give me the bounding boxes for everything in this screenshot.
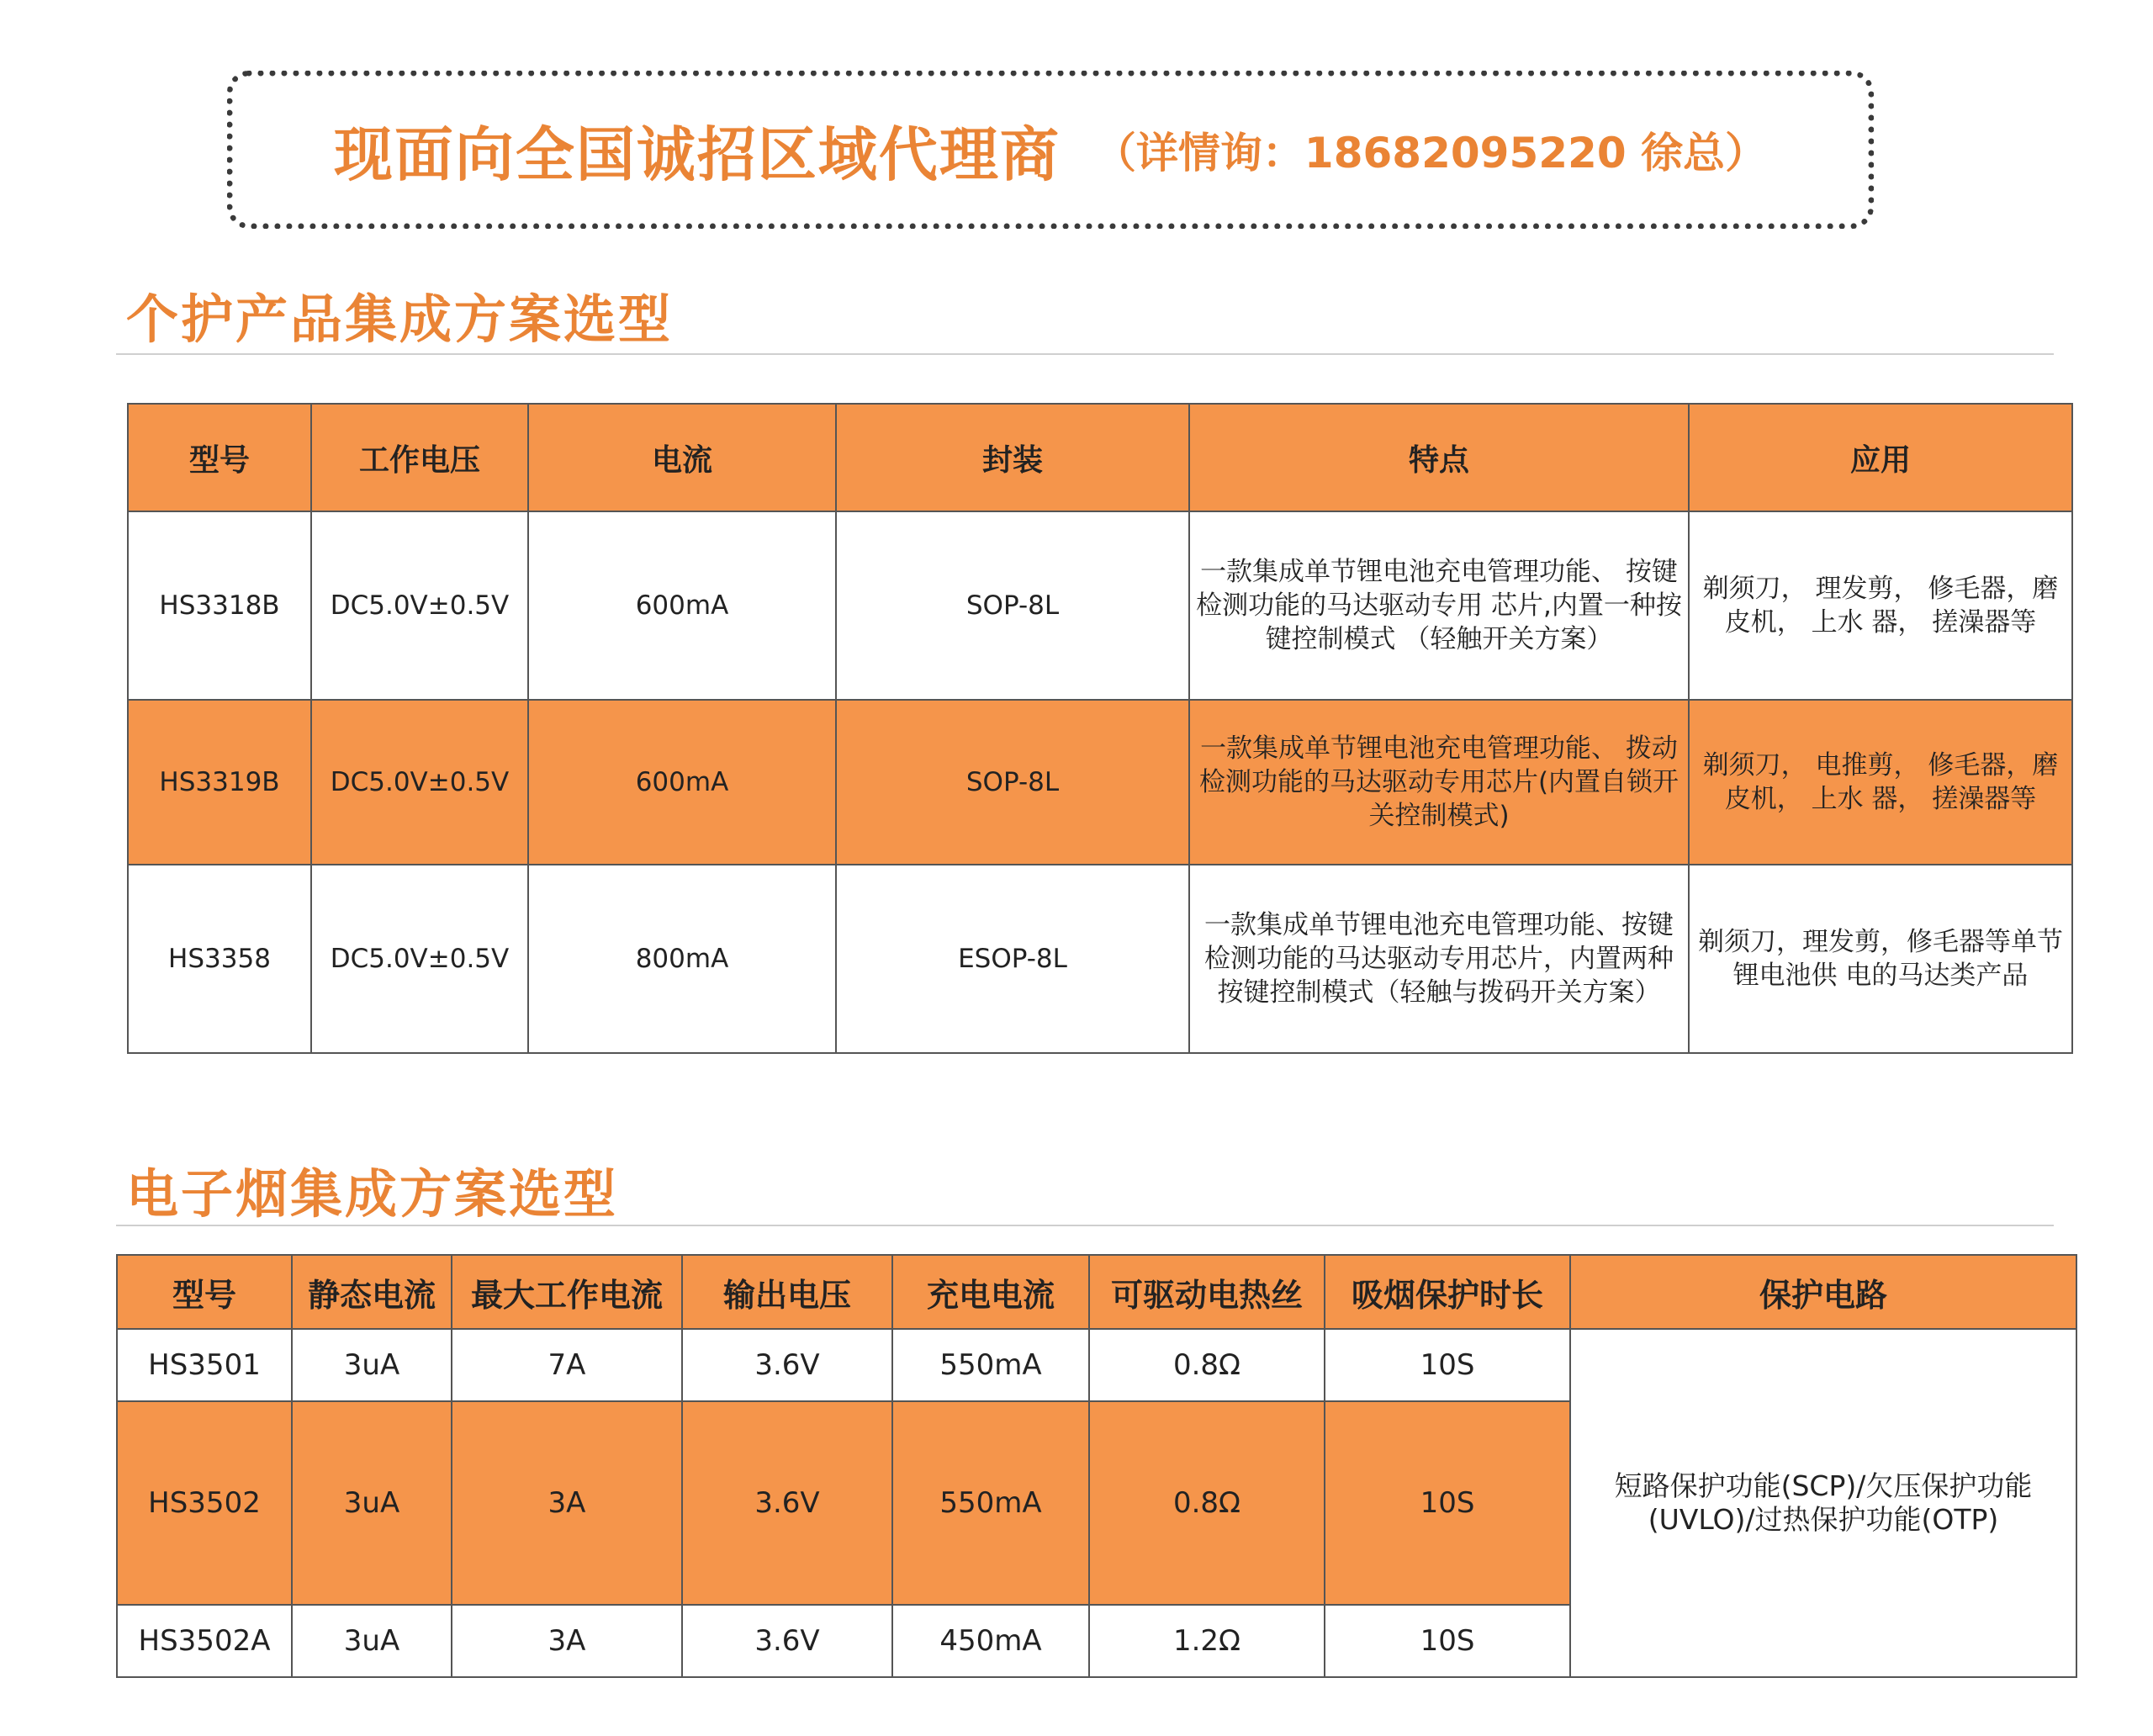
cell-quiescent: 3uA (292, 1401, 452, 1605)
table-row (128, 700, 2072, 865)
cell-current: 600mA (528, 700, 836, 865)
cell-features: 一款集成单节锂电池充电管理功能、 拨动检测功能的马达驱动专用芯片(内置自锁开关控制模式) (1189, 700, 1689, 865)
cell-package: SOP-8L (836, 511, 1189, 700)
header-max-current: 最大工作电流 (452, 1255, 682, 1329)
cell-model: HS3502 (117, 1401, 292, 1605)
cell-model: HS3502A (117, 1605, 292, 1677)
e-cigarette-table (116, 1254, 2077, 1678)
header-protection-circuit: 保护电路 (1570, 1255, 2076, 1329)
cell-protect-time: 10S (1325, 1401, 1570, 1605)
cell-protect-time: 10S (1325, 1605, 1570, 1677)
cell-output-voltage: 3.6V (682, 1401, 892, 1605)
cell-package: ESOP-8L (836, 865, 1189, 1053)
cell-heater: 0.8Ω (1089, 1401, 1325, 1605)
cell-current: 600mA (528, 511, 836, 700)
cell-protect-time: 10S (1325, 1329, 1570, 1401)
header-voltage: 工作电压 (311, 404, 528, 511)
cell-voltage: DC5.0V±0.5V (311, 511, 528, 700)
cell-output-voltage: 3.6V (682, 1605, 892, 1677)
header-package: 封装 (836, 404, 1189, 511)
header-quiescent-current: 静态电流 (292, 1255, 452, 1329)
table-row (117, 1329, 2076, 1401)
cell-applications: 剃须刀， 电推剪， 修毛器，磨皮机， 上水 器， 搓澡器等 (1689, 700, 2072, 865)
banner-contact-text: （详情询：18682095220 徐总） (1093, 129, 1768, 177)
cell-voltage: DC5.0V±0.5V (311, 865, 528, 1053)
table-row (128, 865, 2072, 1053)
cell-max-current: 3A (452, 1401, 682, 1605)
table-row (128, 511, 2072, 700)
cell-heater: 0.8Ω (1089, 1329, 1325, 1401)
header-charge-current: 充电电流 (892, 1255, 1089, 1329)
section-title-personal-care: 个护产品集成方案选型 (126, 288, 674, 350)
cell-max-current: 3A (452, 1605, 682, 1677)
header-model: 型号 (128, 404, 311, 511)
header-features: 特点 (1189, 404, 1689, 511)
header-heater: 可驱动电热丝 (1089, 1255, 1325, 1329)
header-protect-time: 吸烟保护时长 (1325, 1255, 1570, 1329)
cell-heater: 1.2Ω (1089, 1605, 1325, 1677)
cell-current: 800mA (528, 865, 836, 1053)
cell-model: HS3319B (128, 700, 311, 865)
cell-applications: 剃须刀， 理发剪， 修毛器，磨皮机， 上水 器， 搓澡器等 (1689, 511, 2072, 700)
cell-voltage: DC5.0V±0.5V (311, 700, 528, 865)
cell-package: SOP-8L (836, 700, 1189, 865)
cell-quiescent: 3uA (292, 1605, 452, 1677)
header-model: 型号 (117, 1255, 292, 1329)
section-divider (116, 353, 2054, 355)
cell-features: 一款集成单节锂电池充电管理功能、按键检测功能的马达驱动专用芯片，内置两种按键控制模式（轻触与拨码开关方案） (1189, 865, 1689, 1053)
cell-output-voltage: 3.6V (682, 1329, 892, 1401)
cell-protection-circuit: 短路保护功能(SCP)/欠压保护功能(UVLO)/过热保护功能(OTP) (1570, 1329, 2076, 1677)
cell-quiescent: 3uA (292, 1329, 452, 1401)
cell-model: HS3501 (117, 1329, 292, 1401)
header-current: 电流 (528, 404, 836, 511)
header-output-voltage: 输出电压 (682, 1255, 892, 1329)
section-divider (116, 1225, 2054, 1226)
personal-care-table (127, 403, 2073, 1054)
header-applications: 应用 (1689, 404, 2072, 511)
cell-max-current: 7A (452, 1329, 682, 1401)
cell-charge-current: 450mA (892, 1605, 1089, 1677)
table-header-row (128, 404, 2072, 511)
cell-applications: 剃须刀，理发剪，修毛器等单节锂电池供 电的马达类产品 (1689, 865, 2072, 1053)
cell-charge-current: 550mA (892, 1329, 1089, 1401)
cell-charge-current: 550mA (892, 1401, 1089, 1605)
table-header-row (117, 1255, 2076, 1329)
cell-features: 一款集成单节锂电池充电管理功能、 按键检测功能的马达驱动专用 芯片,内置一种按键控制模式 （轻触开关方案） (1189, 511, 1689, 700)
cell-model: HS3358 (128, 865, 311, 1053)
cell-model: HS3318B (128, 511, 311, 700)
section-title-e-cigarette: 电子烟集成方案选型 (126, 1163, 619, 1225)
banner-main-text: 现面向全国诚招区域代理商 (333, 119, 1061, 189)
recruitment-banner (227, 71, 1874, 229)
